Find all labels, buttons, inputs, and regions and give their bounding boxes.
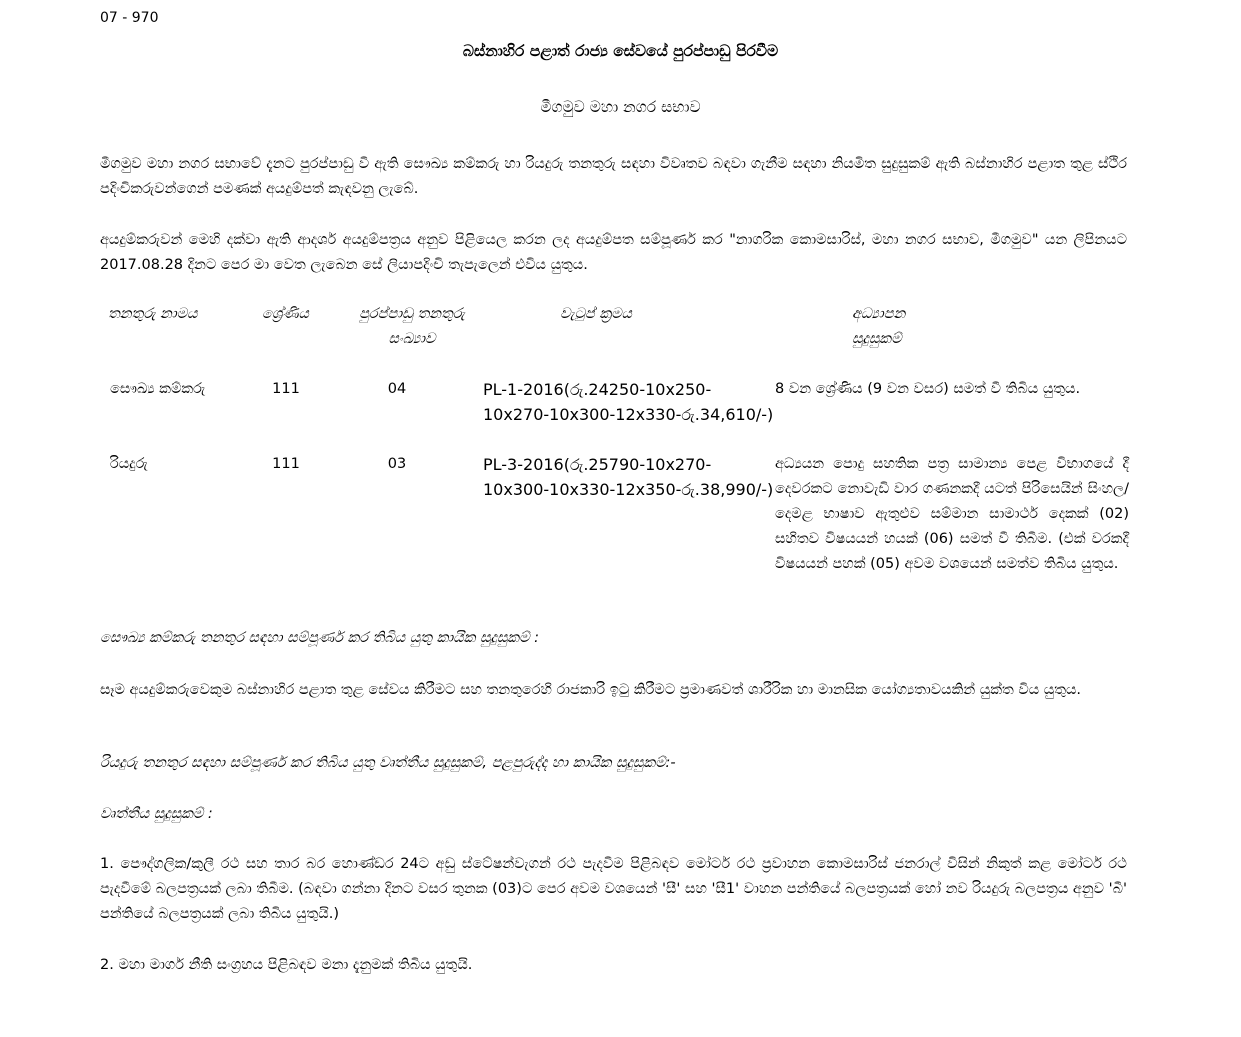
gazette-reference: 07 - 970 bbox=[100, 10, 159, 26]
salary-cell: PL-1-2016(රු.24250-10x250- 10x270-10x300-12x330-රු.34,610/-) bbox=[483, 380, 774, 424]
health-physical-heading: සෞඛ්‍ය කම්කරු තනතුර සඳහා සම්පූර්ණ කර තිබිය යුතු කායික සුදුසුකම් : bbox=[100, 630, 539, 646]
header-grade: ශ්‍රේණිය bbox=[262, 306, 309, 322]
post-name-cell: රියදුරු bbox=[110, 456, 148, 472]
education-cell: 8 වන ශ්‍රේණිය (9 වන වසර) සමත් වී තිබිය යුතුය. bbox=[775, 381, 1081, 397]
page-subtitle: මීගමුව මහා නගර සභාව bbox=[540, 98, 701, 116]
header-vacancies: පුරප්පාඩු තනතුරු සංඛ්‍යාව bbox=[359, 306, 465, 347]
header-education: අධ්‍යාපන සුදුසුකම් bbox=[852, 306, 906, 347]
list-item: 1. පෞද්ගලික/කුලී රථ සහ තාර බර හොණ්ඩර 24ට අඩු ස්ටේෂන්වැගන් රථ පැදවීම පිළිබඳව මෝටර් රථ ප්‍රවාහන කොමසාරිස් ජනරාල් විසින් නිකුත් කළ මෝටර් රථ පැදවීමේ බලපත්‍රයක් ලබා තිබීම. (බඳවා ගන්නා දිනට වසර තුනක (03)ට පෙර අවම වශයෙන් 'සී' සහ 'සී1' වාහන පන්තියේ බලපත්‍රයක් හෝ නව රියදුරු බලපත්‍රය අනුව 'බී' පන්තියේ බලපත්‍රයක් ලබා තිබිය යුතුයි.) bbox=[100, 856, 1127, 922]
salary-cell: PL-3-2016(රු.25790-10x270- 10x300-10x330-12x350-රු.38,990/-) bbox=[483, 455, 774, 499]
list-item: 2. මහා මාර්ග නීති සංග්‍රහය පිළිබඳව මනා දැනුමක් තිබිය යුතුයි. bbox=[100, 957, 473, 973]
header-salary: වැටුප් ක්‍රමය bbox=[560, 306, 632, 322]
professional-qualifications-heading: වෘත්තීය සුදුසුකම් : bbox=[100, 806, 213, 822]
vacancies-cell: 03 bbox=[387, 456, 407, 472]
intro-paragraph-1: මීගමුව මහා නගර සභාවේ දැනට පුරප්පාඩු වී ඇති සෞඛ්‍ය කම්කරු හා රියදුරු තනතුරු සඳහා විවෘතව බඳවා ගැනීම සඳහා නියමිත සුදුසුකම් ඇති බස්නාහිර පළාත තුළ ස්ථිර පදිංචිකරුවන්ගෙන් පමණක් අයදුම්පත් කැඳවනු ලැබේ. bbox=[100, 156, 1127, 197]
page-title: බස්නාහිර පළාත් රාජ්‍ය සේවයේ පුරප්පාඩු පිරවීම bbox=[462, 42, 779, 60]
vacancies-cell: 04 bbox=[387, 381, 407, 397]
intro-paragraph-2: අයදුම්කරුවන් මෙහි දක්වා ඇති ආදර්ශ අයදුම්පත්‍රය අනුව පිළියෙල කරන ලද අයදුම්පත සම්පූර්ණ කර "නාගරික කොමසාරිස්, මහා නගර සභාව, මීගමුව" යන ලිපිනයට 2017.08.28 දිනට පෙර මා වෙත ලැබෙන සේ ලියාපදිංචි තැපැලෙන් එවිය යුතුය. bbox=[100, 232, 1127, 273]
grade-cell: 111 bbox=[272, 381, 300, 397]
header-post-name: තනතුරු නාමය bbox=[108, 306, 198, 322]
driver-qualifications-heading: රියදුරු තනතුර සඳහා සම්පූර්ණ කර තිබිය යුතු වෘත්තීය සුදුසුකම්, පළපුරුද්ද හා කායික සුදුසුකම්:- bbox=[100, 755, 676, 771]
post-name-cell: සෞඛ්‍ය කම්කරු bbox=[110, 381, 206, 397]
education-cell: අධ්‍යයන පොදු සහතික පත්‍ර සාමාන්‍ය පෙළ විභාගයේ දී දෙවරකට නොවැඩි වාර ගණනකදී යටත් පිරිසෙයින් සිංහල/දෙමළ භාෂාව ඇතුළුව සම්මාන සාමාර්ථ දෙකක් (02) සහිතව විෂයයන් හයක් (06) සමත් වී තිබීම. (එක් වරකදී විෂයයන් පහක් (05) අවම වශයෙන් සමත්ව තිබිය යුතුය. bbox=[775, 456, 1129, 572]
health-physical-text: සෑම අයදුම්කරුවෙකුම බස්නාහිර පළාත තුළ සේවය කිරීමට සහ තනතුරෙහි රාජකාරි ඉටු කිරීමට ප්‍රමාණවත් ශාරීරික හා මානසික යෝග්‍යතාවයකින් යුක්ත විය යුතුය. bbox=[100, 682, 1082, 698]
grade-cell: 111 bbox=[272, 456, 300, 472]
